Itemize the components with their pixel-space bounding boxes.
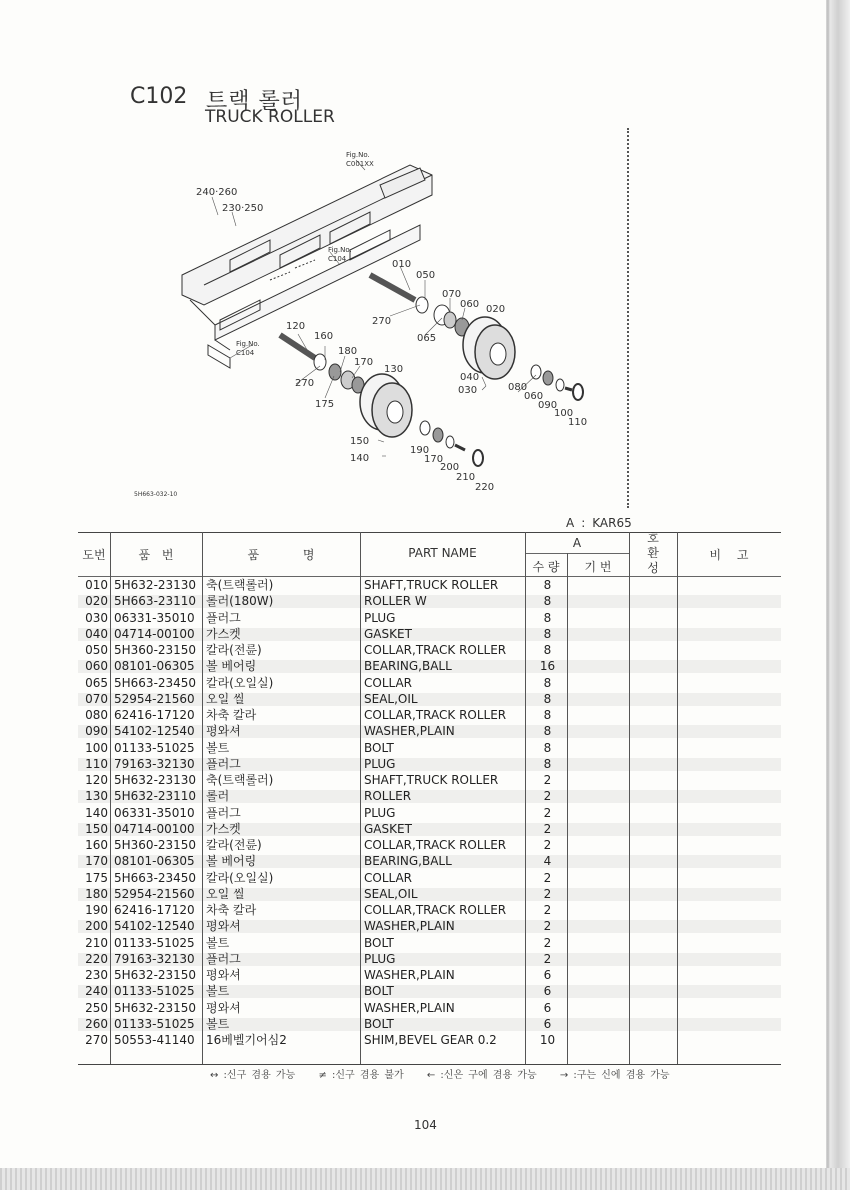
legend-item: → :구는 신에 겸용 가능 — [559, 1070, 670, 1081]
part-name-korean: 차축 칼라 — [206, 708, 257, 722]
quantity: 16 — [539, 659, 556, 674]
callout-label: 140 — [350, 453, 370, 464]
part-name-english: SHAFT,TRUCK ROLLER — [364, 578, 499, 592]
part-name-korean: 플러그 — [206, 756, 241, 771]
part-name-english: COLLAR — [364, 675, 413, 690]
quantity: 6 — [543, 1000, 552, 1015]
part-name-korean: 볼트 — [206, 740, 230, 755]
part-name-english: BOLT — [364, 984, 394, 999]
callout-label: 100 — [554, 408, 574, 419]
row-number: 060 — [85, 659, 108, 674]
part-name-korean: 축(트랙롤러) — [206, 578, 274, 592]
part-name-english: WASHER,PLAIN — [364, 1000, 455, 1015]
fig-ref-code: C104 — [236, 349, 255, 357]
part-name-english: PLUG — [364, 756, 396, 771]
part-number: 5H632-23130 — [114, 578, 197, 592]
row-number: 180 — [85, 886, 108, 901]
part-number: 5H632-23110 — [114, 789, 197, 804]
part-name-english: COLLAR,TRACK ROLLER — [364, 643, 507, 657]
part-name-english: WASHER,PLAIN — [364, 968, 455, 982]
part-name-english: WASHER,PLAIN — [364, 919, 455, 934]
quantity: 2 — [543, 870, 552, 885]
header-qty: 수 량 — [532, 560, 560, 574]
header-subdivider — [525, 553, 629, 554]
part-name-english: BEARING,BALL — [364, 659, 452, 674]
part-name-english: GASKET — [364, 821, 412, 836]
part-name-english: COLLAR — [364, 870, 413, 885]
part-number: 01133-51025 — [114, 1016, 195, 1031]
callout-label: 130 — [384, 364, 404, 375]
callout-label: 010 — [392, 259, 412, 270]
quantity: 2 — [543, 935, 552, 950]
quantity: 2 — [543, 789, 552, 804]
callout-label: 060 — [524, 391, 544, 402]
row-number: 210 — [85, 935, 108, 950]
row-number: 175 — [85, 870, 108, 885]
part-name-korean: 평와셔 — [206, 968, 241, 982]
callout-label: 080 — [508, 382, 528, 393]
part-name-korean: 볼트 — [206, 984, 230, 999]
page-number: 104 — [414, 1118, 437, 1132]
part-name-korean: 축(트랙롤러) — [206, 773, 274, 787]
quantity: 2 — [543, 886, 552, 901]
table-bottom-border — [78, 1064, 781, 1065]
row-number: 260 — [85, 1016, 108, 1031]
quantity: 2 — [543, 805, 552, 820]
part-number: 79163-32130 — [114, 756, 195, 771]
callout-label: 190 — [410, 445, 430, 456]
row-number: 140 — [85, 805, 108, 820]
part-name-english: PLUG — [364, 951, 396, 966]
part-name-english: COLLAR,TRACK ROLLER — [364, 838, 507, 852]
part-number: 08101-06305 — [114, 659, 195, 674]
quantity: 2 — [543, 919, 552, 934]
part-name-english: WASHER,PLAIN — [364, 724, 455, 739]
quantity: 8 — [543, 626, 552, 641]
part-number: 62416-17120 — [114, 903, 195, 917]
row-number: 065 — [85, 675, 108, 690]
row-number: 270 — [85, 1033, 108, 1047]
part-number: 01133-51025 — [114, 984, 195, 999]
quantity: 8 — [543, 756, 552, 771]
callout-label: 110 — [568, 417, 588, 428]
part-name-korean: 평와셔 — [206, 724, 241, 739]
part-number: 5H632-23150 — [114, 968, 197, 982]
callout-label: 060 — [460, 299, 480, 310]
callout-label: 020 — [486, 304, 506, 315]
header-part-no: 품 번 — [138, 548, 174, 562]
legend-item: ≠ :신구 겸용 불가 — [318, 1070, 404, 1081]
scanned-page-edge-right — [826, 0, 850, 1190]
part-name-korean: 평와셔 — [206, 919, 241, 934]
scanned-page-edge-bottom — [0, 1168, 850, 1190]
part-name-english: PLUG — [364, 610, 396, 625]
row-number: 020 — [85, 594, 108, 609]
row-number: 200 — [85, 919, 108, 934]
fig-ref-label: Fig.No. — [328, 246, 352, 254]
quantity: 2 — [543, 903, 552, 917]
part-number: 5H632-23130 — [114, 773, 197, 787]
part-name-english: ROLLER — [364, 789, 412, 804]
callout-label: 270 — [295, 378, 315, 389]
part-name-korean: 칼라(전륜) — [206, 643, 262, 657]
part-name-korean: 평와셔 — [206, 1000, 241, 1015]
part-name-korean: 플러그 — [206, 951, 241, 966]
callout-label: 040 — [460, 372, 480, 383]
row-number: 120 — [85, 773, 108, 787]
callout-label: 030 — [458, 385, 478, 396]
quantity: 4 — [543, 854, 552, 869]
row-number: 070 — [85, 691, 108, 706]
section-code: C102 — [130, 84, 188, 109]
callout-label: 065 — [417, 333, 437, 344]
header-compat — [629, 531, 677, 576]
header-compat-1: 호 — [647, 531, 659, 545]
quantity: 6 — [543, 1016, 552, 1031]
section-title-english: TRUCK ROLLER — [205, 107, 335, 127]
quantity: 8 — [543, 610, 552, 625]
part-name-korean: 플러그 — [206, 610, 241, 625]
callout-label: 150 — [350, 436, 370, 447]
callout-label: 220 — [475, 482, 495, 493]
header-base: 기 번 — [584, 560, 612, 574]
quantity: 6 — [543, 968, 552, 982]
callout-label: 210 — [456, 472, 476, 483]
part-name-korean: 볼트 — [206, 935, 230, 950]
part-name-english: PLUG — [364, 805, 396, 820]
part-number: 54102-12540 — [114, 724, 195, 739]
quantity: 8 — [543, 708, 552, 722]
drawing-code: 5H663-032-10 — [134, 491, 178, 498]
row-number: 250 — [85, 1000, 108, 1015]
header-compat-2: 환 — [647, 546, 659, 560]
part-name-korean: 칼라(오일실) — [206, 870, 274, 885]
section-title-korean: 트랙 롤러 — [206, 89, 304, 114]
variant-separator: : — [581, 516, 586, 530]
part-number: 50553-41140 — [114, 1033, 195, 1047]
fig-ref-code: C001XX — [346, 160, 374, 168]
part-name-korean: 볼 베어링 — [206, 854, 257, 869]
row-number: 030 — [85, 610, 108, 625]
quantity: 8 — [543, 643, 552, 657]
part-name-english: SEAL,OIL — [364, 886, 418, 901]
part-name-english: BOLT — [364, 1016, 394, 1031]
part-number: 79163-32130 — [114, 951, 195, 966]
row-number: 040 — [85, 626, 108, 641]
part-name-english: SHAFT,TRUCK ROLLER — [364, 773, 499, 787]
part-name-english: BOLT — [364, 935, 394, 950]
callout-label: 200 — [440, 462, 460, 473]
part-number: 5H360-23150 — [114, 643, 197, 657]
part-name-korean: 오일 씰 — [206, 691, 245, 706]
part-number: 01133-51025 — [114, 935, 195, 950]
part-name-korean: 롤러 — [206, 789, 230, 804]
part-name-english: COLLAR,TRACK ROLLER — [364, 708, 507, 722]
callout-label: 170 — [354, 357, 374, 368]
quantity: 8 — [543, 675, 552, 690]
part-name-korean: 가스켓 — [206, 821, 241, 836]
part-number: 04714-00100 — [114, 821, 195, 836]
row-number: 190 — [85, 903, 108, 917]
quantity: 8 — [543, 691, 552, 706]
header-no: 도번 — [82, 548, 106, 562]
row-number: 110 — [85, 756, 108, 771]
part-number: 04714-00100 — [114, 626, 195, 641]
quantity: 2 — [543, 838, 552, 852]
callout-label: 090 — [538, 400, 558, 411]
fig-ref-code: C104 — [328, 255, 347, 263]
part-name-korean: 볼 베어링 — [206, 659, 257, 674]
callout-label: 175 — [315, 399, 335, 410]
part-number: 06331-35010 — [114, 805, 195, 820]
callout-label: 180 — [338, 346, 358, 357]
compatibility-legend — [210, 1066, 688, 1081]
header-name-ko: 품 명 — [247, 548, 315, 562]
fig-ref-label: Fig.No. — [236, 340, 260, 348]
row-number: 170 — [85, 854, 108, 869]
part-number: 5H360-23150 — [114, 838, 197, 852]
part-name-english: SHIM,BEVEL GEAR 0.2 — [364, 1033, 497, 1047]
part-name-korean: 볼트 — [206, 1016, 230, 1031]
part-number: 5H663-23450 — [114, 675, 197, 690]
part-number: 52954-21560 — [114, 691, 195, 706]
quantity: 8 — [543, 594, 552, 609]
part-number: 62416-17120 — [114, 708, 195, 722]
quantity: 8 — [543, 740, 552, 755]
row-number: 150 — [85, 821, 108, 836]
legend-item: ↔ :신구 겸용 가능 — [210, 1070, 296, 1081]
callout-label: 230·250 — [222, 203, 264, 214]
part-name-korean: 가스켓 — [206, 626, 241, 641]
callout-label: 120 — [286, 321, 306, 332]
row-number: 160 — [85, 838, 108, 852]
part-name-korean: 롤러(180W) — [206, 594, 274, 609]
row-number: 080 — [85, 708, 108, 722]
callout-label: 070 — [442, 289, 462, 300]
quantity: 2 — [543, 821, 552, 836]
part-name-korean: 칼라(전륜) — [206, 838, 262, 852]
part-number: 52954-21560 — [114, 886, 195, 901]
part-number: 54102-12540 — [114, 919, 195, 934]
quantity: 2 — [543, 951, 552, 966]
quantity: 10 — [539, 1033, 556, 1047]
part-number: 5H632-23150 — [114, 1000, 197, 1015]
part-name-korean: 오일 씰 — [206, 886, 245, 901]
row-number: 130 — [85, 789, 108, 804]
part-name-korean: 플러그 — [206, 805, 241, 820]
part-name-english: BEARING,BALL — [364, 854, 452, 869]
part-name-english: SEAL,OIL — [364, 691, 418, 706]
part-name-korean: 16베벨기어심2 — [206, 1033, 287, 1047]
part-name-english: GASKET — [364, 626, 412, 641]
callout-label: 050 — [416, 270, 436, 281]
part-name-english: COLLAR,TRACK ROLLER — [364, 903, 507, 917]
quantity: 8 — [543, 724, 552, 739]
callout-label: 170 — [424, 454, 444, 465]
quantity: 6 — [543, 984, 552, 999]
row-number: 240 — [85, 984, 108, 999]
row-number: 090 — [85, 724, 108, 739]
row-number: 010 — [85, 578, 108, 592]
legend-item: ← :신은 구에 겸용 가능 — [426, 1070, 537, 1081]
header-group-a: A — [572, 536, 582, 550]
quantity: 2 — [543, 773, 552, 787]
callout-label: 160 — [314, 331, 334, 342]
lower-roller-assembly — [280, 335, 483, 466]
part-name-english: ROLLER W — [364, 594, 427, 609]
part-number: 06331-35010 — [114, 610, 195, 625]
part-name-korean: 칼라(오일실) — [206, 675, 274, 690]
row-number: 220 — [85, 951, 108, 966]
row-number: 230 — [85, 968, 108, 982]
row-number: 100 — [85, 740, 108, 755]
quantity: 8 — [543, 578, 552, 592]
part-number: 5H663-23450 — [114, 870, 197, 885]
fig-ref-label: Fig.No. — [346, 151, 370, 159]
variant-model: KAR65 — [592, 516, 632, 530]
exploded-parts-diagram — [120, 140, 640, 510]
part-name-korean: 차축 칼라 — [206, 903, 257, 917]
header-name-en: PART NAME — [408, 546, 477, 560]
row-number: 050 — [85, 643, 108, 657]
header-remarks: 비 고 — [709, 548, 749, 562]
model-variant — [566, 516, 632, 530]
part-number: 01133-51025 — [114, 740, 195, 755]
variant-label: A — [566, 516, 575, 530]
part-number: 08101-06305 — [114, 854, 195, 869]
header-compat-3: 성 — [647, 561, 659, 575]
callout-label: 240·260 — [196, 187, 238, 198]
callout-label: 270 — [372, 316, 392, 327]
part-name-english: BOLT — [364, 740, 394, 755]
part-number: 5H663-23110 — [114, 594, 197, 609]
